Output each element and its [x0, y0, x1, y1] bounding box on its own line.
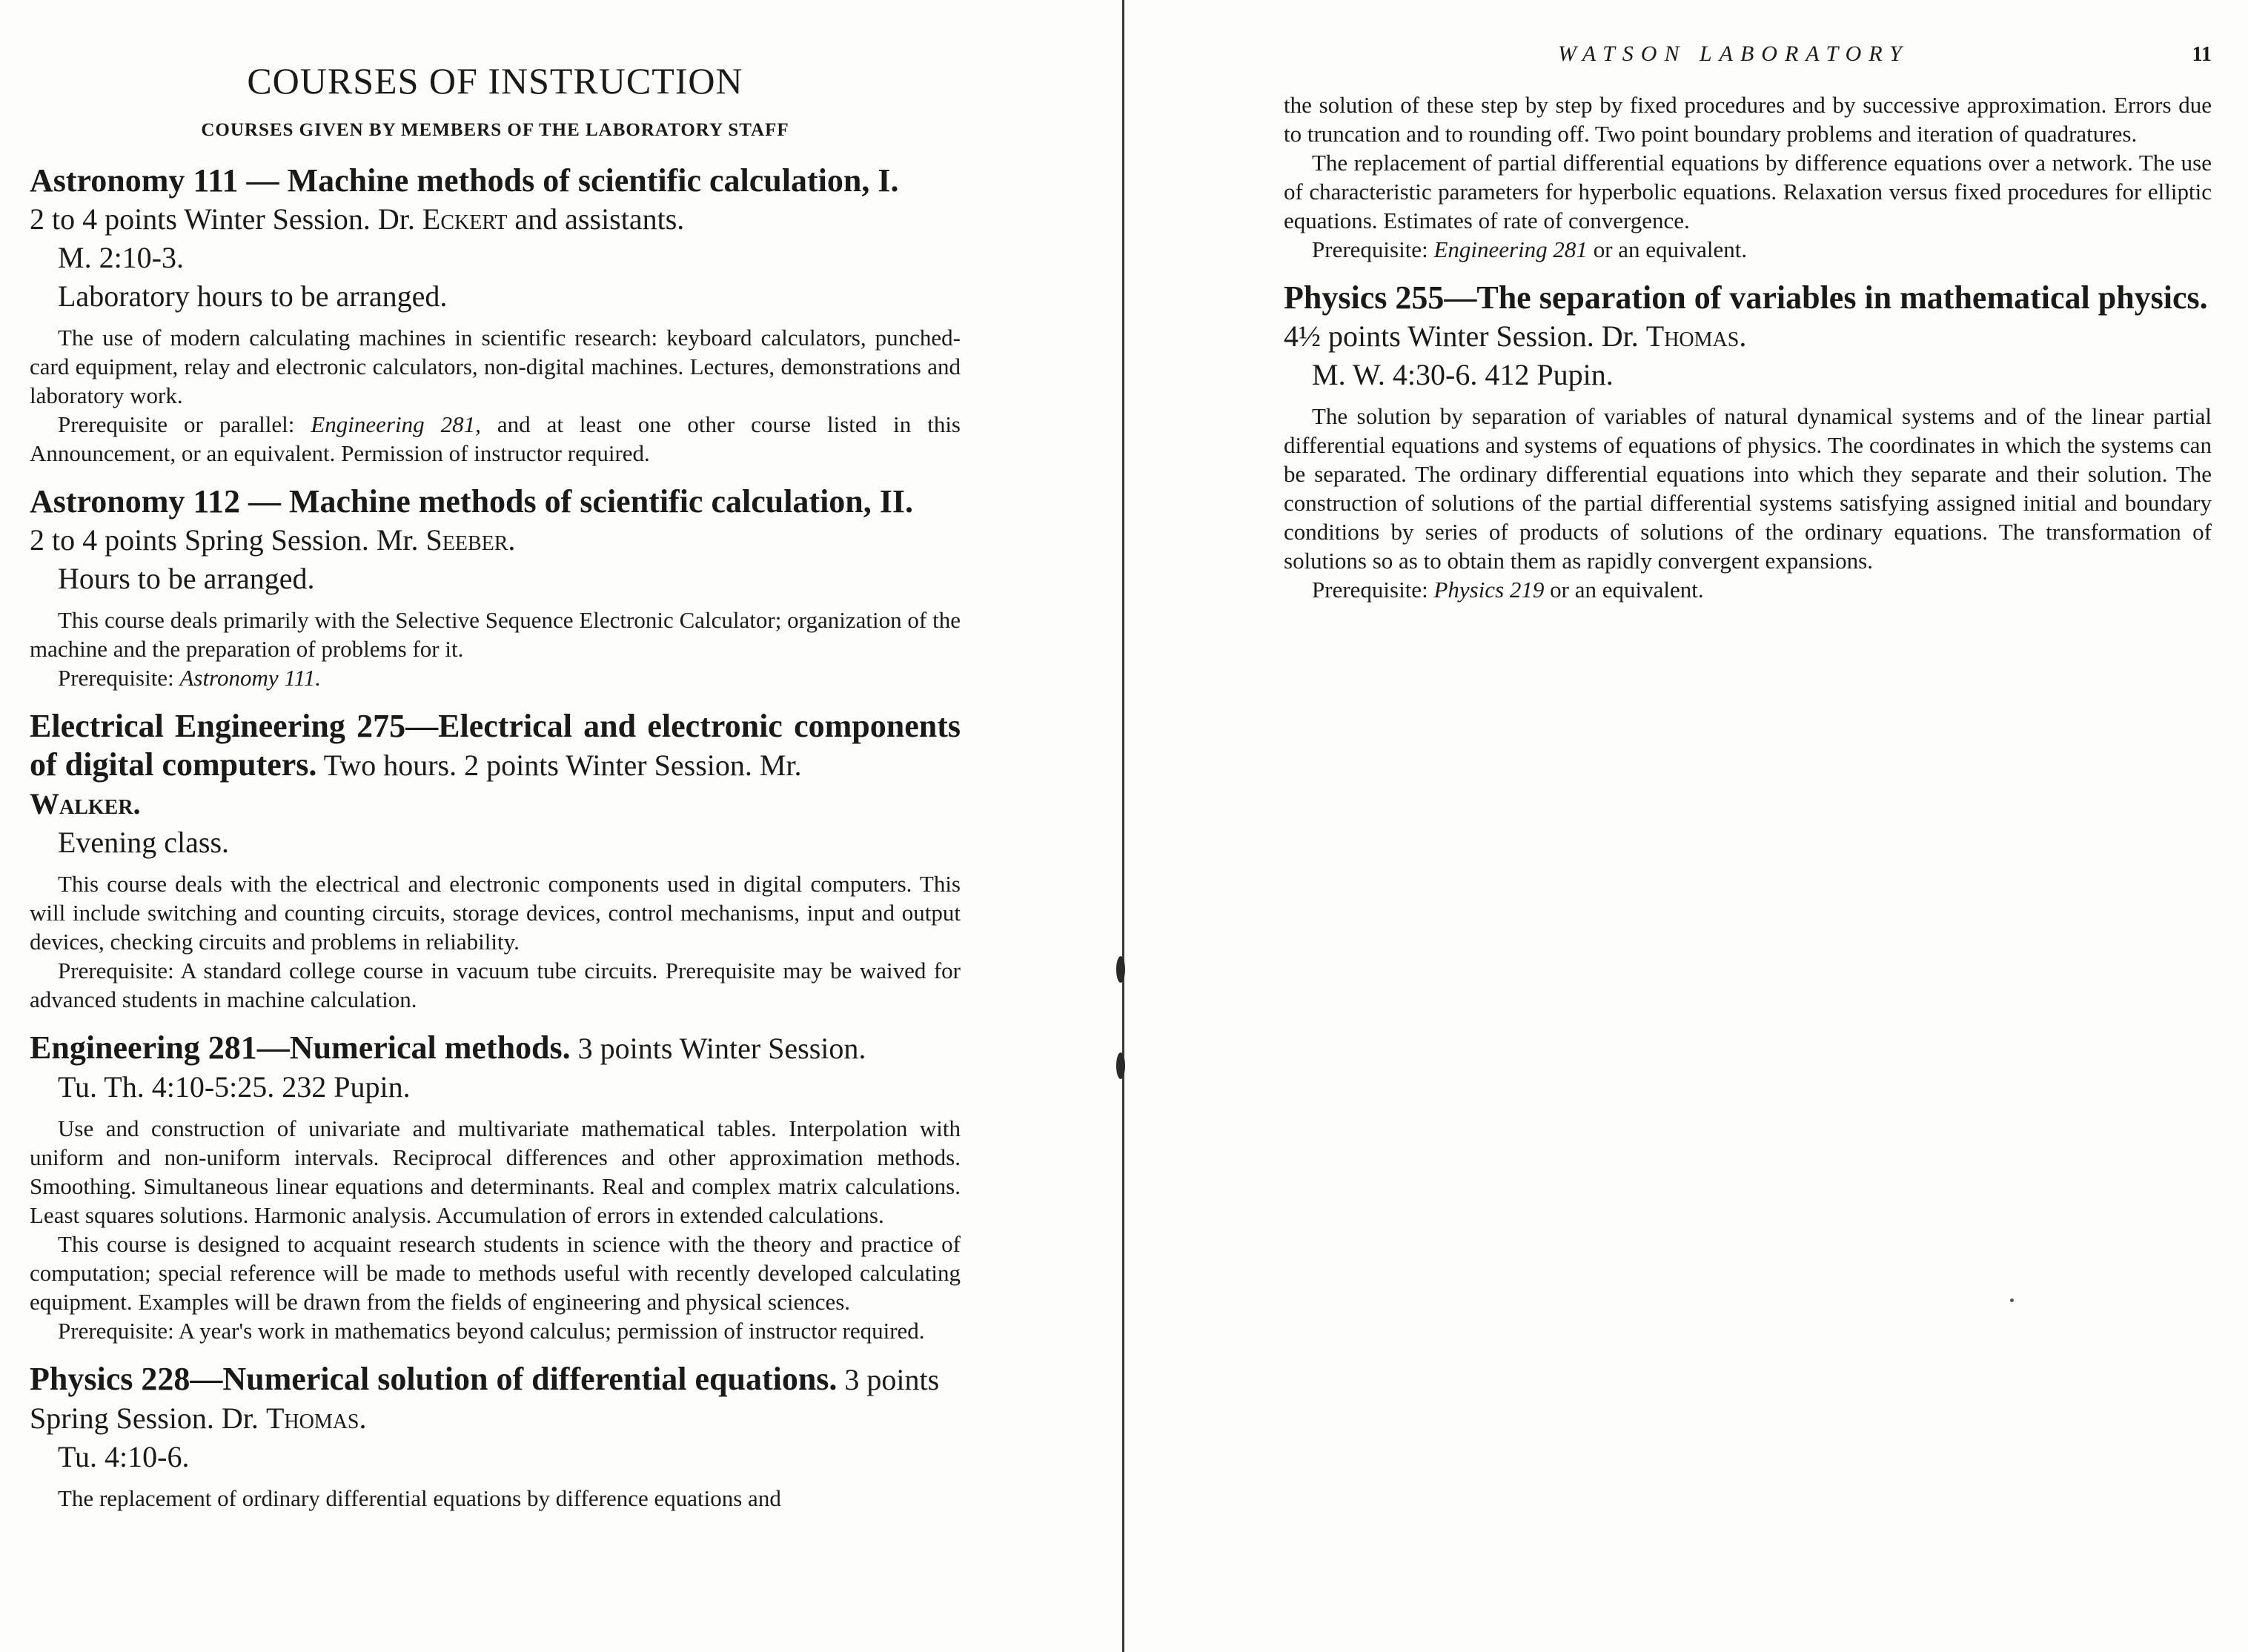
course-description: The replacement of partial differential equations by difference equations over a network. The use of characteristic parameters for hyperbolic equations. Relaxation versus fixed procedures for elliptic equations. Estimates of rate of convergence.	[1284, 150, 2212, 233]
course-hours: Hours to be arranged.	[58, 562, 315, 595]
course-evening: Evening class.	[58, 826, 230, 859]
course-heading: Physics 228—Numerical solution of differential equations. 3 points	[30, 1361, 940, 1397]
course-points: Spring Session. Dr. Thomas.	[30, 1401, 367, 1435]
course-prerequisite: Prerequisite: Engineering 281 or an equivalent.	[1312, 236, 1748, 262]
course-heading: Astronomy 112 — Machine methods of scientific calculation, II.	[30, 483, 914, 520]
gutter-mark	[1116, 956, 1125, 983]
course-heading: Electrical Engineering 275—Electrical and electronic components of digital computers. Two hours. 2 points Winter Session. Mr.	[30, 708, 961, 783]
course-astronomy-111	[30, 162, 961, 468]
course-description: The use of modern calculating machines in scientific research: keyboard calculators, punched-card equipment, relay and electronic calculators, non-digital machines. Lectures, demonstrations and laboratory work.	[30, 325, 961, 408]
right-page	[1284, 0, 2212, 1652]
page-subtitle: COURSES GIVEN BY MEMBERS OF THE LABORATORY STAFF	[201, 120, 789, 140]
page-number: 11	[2192, 43, 2212, 66]
course-heading: Physics 255—The separation of variables in mathematical physics.	[1284, 279, 2208, 316]
running-head: WATSON LABORATORY	[1558, 42, 1909, 66]
course-prerequisite: Prerequisite: Physics 219 or an equivalent.	[1312, 577, 1704, 603]
course-description: Use and construction of univariate and multivariate mathematical tables. Interpolation with uniform and non-uniform intervals. Reciprocal differences and other approximation methods. Smoothing. Simultaneous linear equations and determinants. Real and complex matrix calculations. Least squares solutions. Harmonic analysis. Accumulation of errors in extended calculations.	[30, 1115, 961, 1228]
continued-text	[1284, 90, 2212, 604]
course-prerequisite: Prerequisite: A year's work in mathematics beyond calculus; permission of instructor required.	[58, 1318, 925, 1344]
course-prerequisite: Prerequisite: A standard college course in vacuum tube circuits. Prerequisite may be waived for advanced students in machine calculation.	[30, 958, 961, 1012]
course-physics-255	[1284, 279, 2212, 604]
course-instructor: Walker.	[30, 787, 141, 820]
course-points: 2 to 4 points Winter Session. Dr. Eckert and assistants.	[30, 202, 685, 236]
course-description: This course deals with the electrical and electronic components used in digital computers. This will include switching and counting circuits, storage devices, control mechanisms, input and output devices, checking circuits and problems in reliability.	[30, 871, 961, 955]
course-description: The solution by separation of variables of natural dynamical systems and of the linear partial differential equations and systems of equations of physics. The coordinates in which the systems can be separated. The ordinary differential equations into which they separate and their solution. The construction of solutions of the partial differential systems satisfying assigned initial and boundary conditions by series of products of solutions of the ordinary equations. The transformation of solutions so as to obtain them as rapidly convergent expansions.	[1284, 403, 2212, 574]
gutter-mark	[1116, 1052, 1125, 1079]
course-time: Tu. Th. 4:10-5:25. 232 Pupin.	[58, 1070, 411, 1104]
course-electrical-engineering-275	[30, 707, 961, 1014]
course-time: Tu. 4:10-6.	[58, 1440, 190, 1473]
course-description: This course is designed to acquaint research students in science with the theory and practice of computation; special reference will be made to methods useful with recently developed calculating equipment. Examples will be drawn from the fields of engineering and physical sciences.	[30, 1231, 961, 1315]
left-page	[30, 0, 961, 1652]
course-description: The replacement of ordinary differential equations by difference equations and	[58, 1485, 781, 1511]
course-time: M. 2:10-3.	[58, 241, 184, 274]
course-description: This course deals primarily with the Selective Sequence Electronic Calculator; organization of the machine and the preparation of problems for it.	[30, 607, 961, 662]
course-time: M. W. 4:30-6. 412 Pupin.	[1312, 358, 1614, 391]
course-heading: Astronomy 111 — Machine methods of scientific calculation, I.	[30, 162, 899, 199]
course-prerequisite: Prerequisite: Astronomy 111.	[58, 665, 322, 691]
course-prerequisite: Prerequisite or parallel: Engineering 281, and at least one other course listed in this Announcement, or an equivalent. Permission of instructor required.	[30, 411, 961, 466]
course-lab-hours: Laboratory hours to be arranged.	[58, 279, 448, 313]
page-title: COURSES OF INSTRUCTION	[247, 60, 743, 102]
course-engineering-281	[30, 1029, 961, 1345]
course-points: 4½ points Winter Session. Dr. Thomas.	[1284, 319, 1747, 353]
course-points: 2 to 4 points Spring Session. Mr. Seeber.	[30, 523, 516, 557]
book-gutter	[1122, 0, 1124, 1652]
course-list	[30, 157, 961, 1513]
continued-paragraph: the solution of these step by step by fixed procedures and by successive approximation. Errors due to truncation and to rounding off. Two point boundary problems and iteration of quadratures.	[1284, 92, 2212, 147]
course-astronomy-112	[30, 482, 961, 692]
course-heading: Engineering 281—Numerical methods. 3 points Winter Session.	[30, 1029, 866, 1066]
course-physics-228	[30, 1360, 961, 1513]
